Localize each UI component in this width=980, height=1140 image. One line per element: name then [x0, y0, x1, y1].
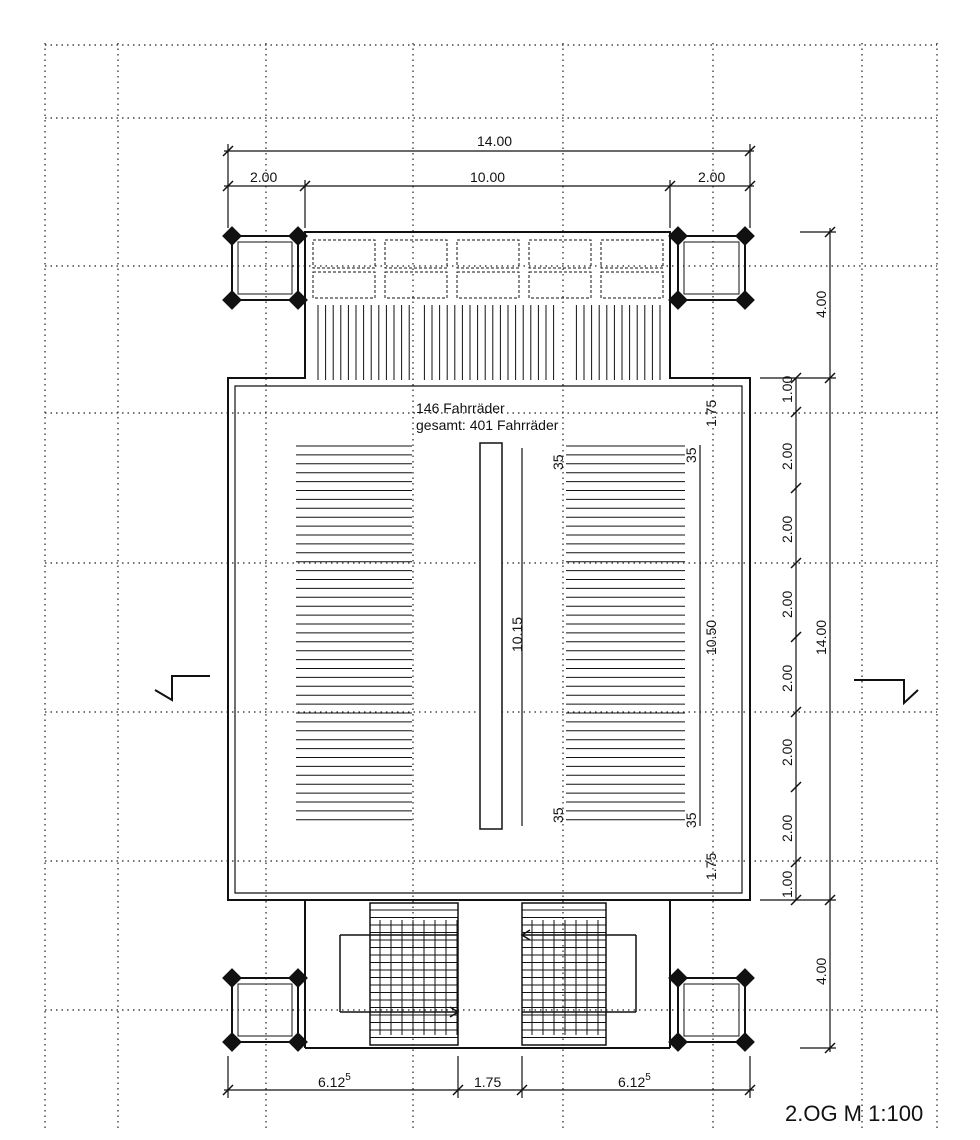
dim-top-right: 2.00: [698, 169, 726, 185]
dim-right-upper-tower: 4.00: [813, 290, 829, 318]
dimension-ticks: [223, 146, 835, 1095]
column-tower-inner: [684, 242, 739, 294]
section-marker-left: [155, 676, 210, 700]
column-tower: [232, 236, 298, 300]
dim-chain-8: 1.00: [779, 870, 795, 898]
dim-inner-top-offset: 1.75: [703, 399, 719, 427]
section-marker-right: [854, 680, 918, 703]
dim-small-35-b: 35: [683, 447, 699, 463]
dim-chain-1: 1.00: [779, 375, 795, 403]
dim-small-35-a: 35: [550, 454, 566, 470]
dim-bottom-middle: 1.75: [474, 1074, 502, 1090]
dim-right-total: 14.00: [813, 619, 829, 655]
staircases: [340, 903, 636, 1045]
dim-bottom-right: 6.12$^5$: [618, 1072, 651, 1090]
dim-small-35-c: 35: [550, 807, 566, 823]
dim-top-total: 14.00: [477, 133, 513, 149]
dim-small-35-d: 35: [683, 812, 699, 828]
dim-chain-3: 2.00: [779, 515, 795, 543]
column-tower-inner: [238, 242, 292, 294]
column-tower: [678, 236, 745, 300]
central-rack: [480, 443, 502, 829]
dim-right-lower-tower: 4.00: [813, 957, 829, 985]
dim-top-middle: 10.00: [470, 169, 506, 185]
dim-inner-length: 10.50: [703, 619, 719, 655]
top-parking-boxes: [313, 240, 663, 298]
dim-chain-6: 2.00: [779, 738, 795, 766]
dim-chain-5: 2.00: [779, 664, 795, 692]
bike-total-note: gesamt: 401 Fahrräder: [416, 417, 559, 433]
stair-treads: [370, 910, 606, 1038]
dim-chain-2: 2.00: [779, 442, 795, 470]
drawing-title: 2.OG M 1:100: [785, 1101, 924, 1126]
bike-count-note: 146 Fahrräder: [416, 400, 505, 416]
dim-inner-bottom-offset: 1.75: [703, 852, 719, 880]
dim-rack-length: 10.15: [509, 616, 525, 652]
dim-top-left: 2.00: [250, 169, 278, 185]
dim-chain-7: 2.00: [779, 814, 795, 842]
dim-bottom-left: 6.12$^5$: [318, 1072, 351, 1090]
dim-chain-4: 2.00: [779, 590, 795, 618]
